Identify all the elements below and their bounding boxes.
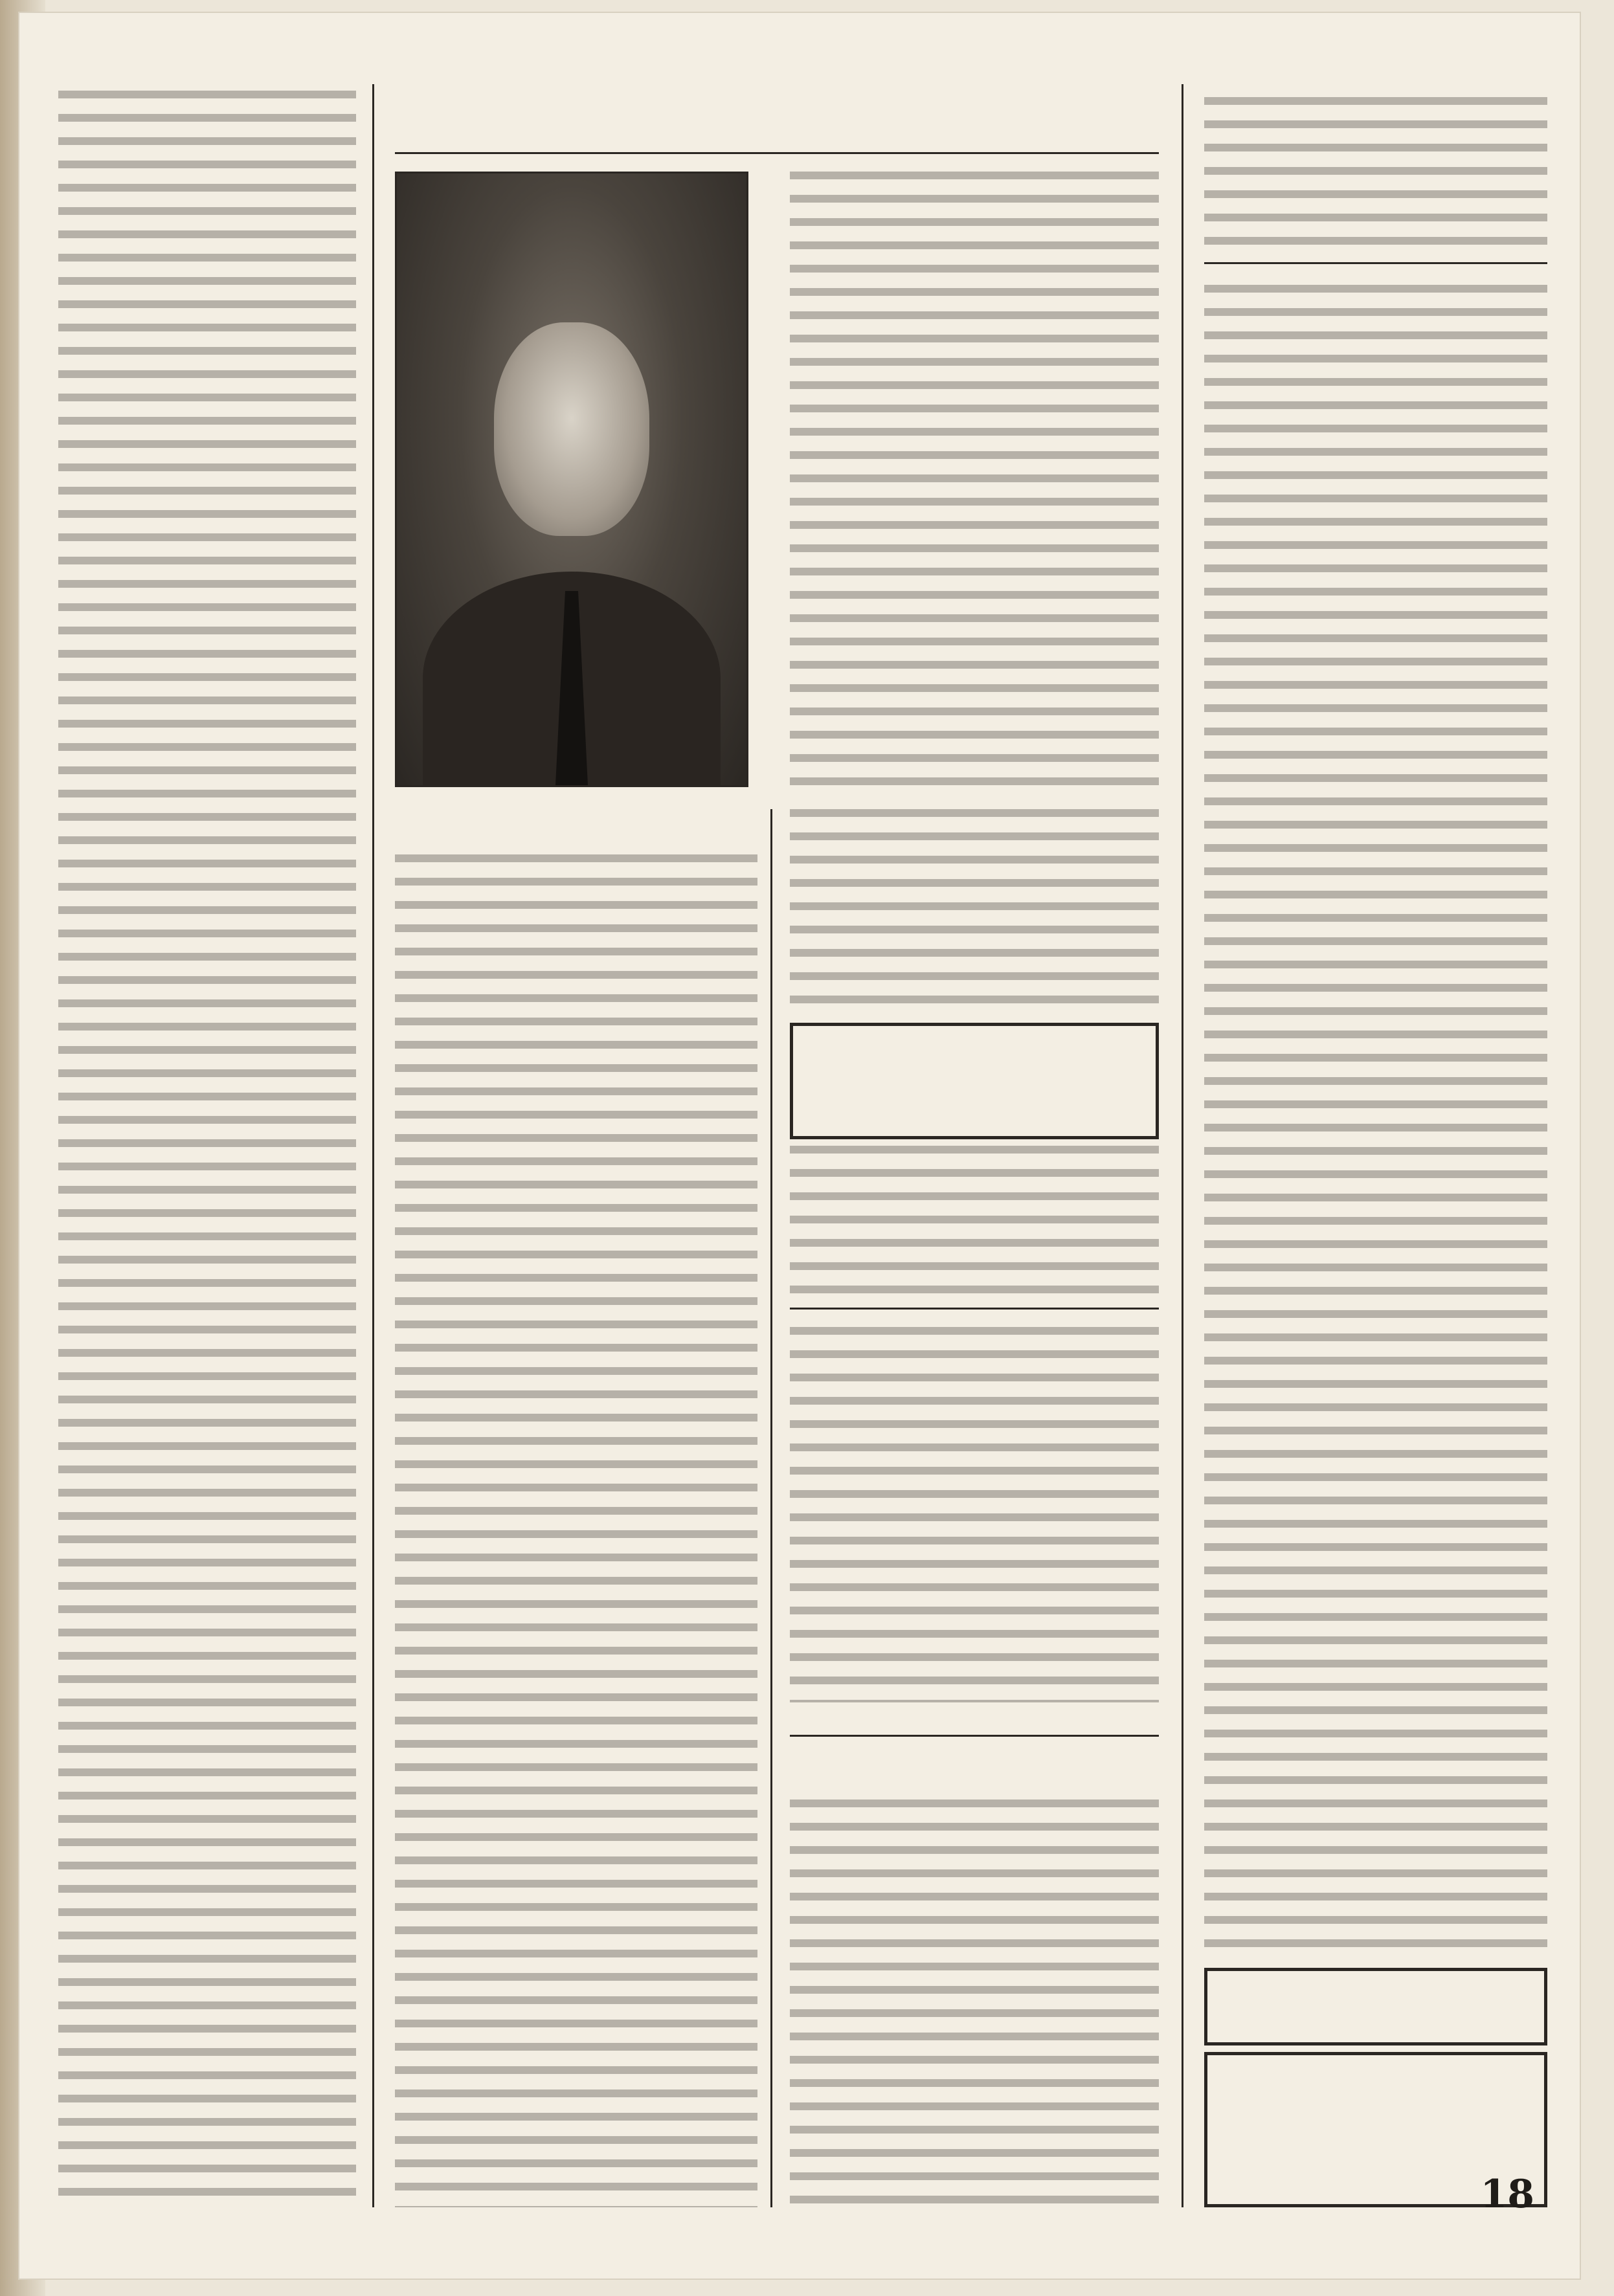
left-column-block bbox=[58, 91, 356, 2207]
schedule-header-rule bbox=[1204, 262, 1547, 264]
portrait-face bbox=[494, 322, 649, 536]
station-info-block bbox=[1204, 97, 1547, 246]
column-rule-left bbox=[372, 84, 374, 2207]
schedule-listing-block bbox=[1204, 285, 1547, 1955]
bbc-schedule-block bbox=[790, 1800, 1159, 2207]
army-station-header-rule bbox=[790, 1308, 1159, 1310]
light-program-block bbox=[790, 1146, 1159, 1295]
newspaper-page bbox=[19, 13, 1580, 2279]
column-rule-middle bbox=[770, 809, 772, 2207]
boxed-program-notice bbox=[1204, 1968, 1547, 2045]
column-rule-right bbox=[1182, 84, 1183, 2207]
army-station-block bbox=[790, 1327, 1159, 1702]
boxed-light-program-header bbox=[790, 1023, 1159, 1139]
article-intro-block bbox=[790, 172, 1159, 786]
article-body-block bbox=[395, 854, 757, 2207]
evening-program-block bbox=[790, 809, 1159, 1003]
portrait-photo bbox=[395, 172, 748, 787]
page-number: 18 bbox=[1480, 2172, 1534, 2217]
headline-rule bbox=[395, 152, 1159, 154]
bbc-header-rule bbox=[790, 1735, 1159, 1737]
